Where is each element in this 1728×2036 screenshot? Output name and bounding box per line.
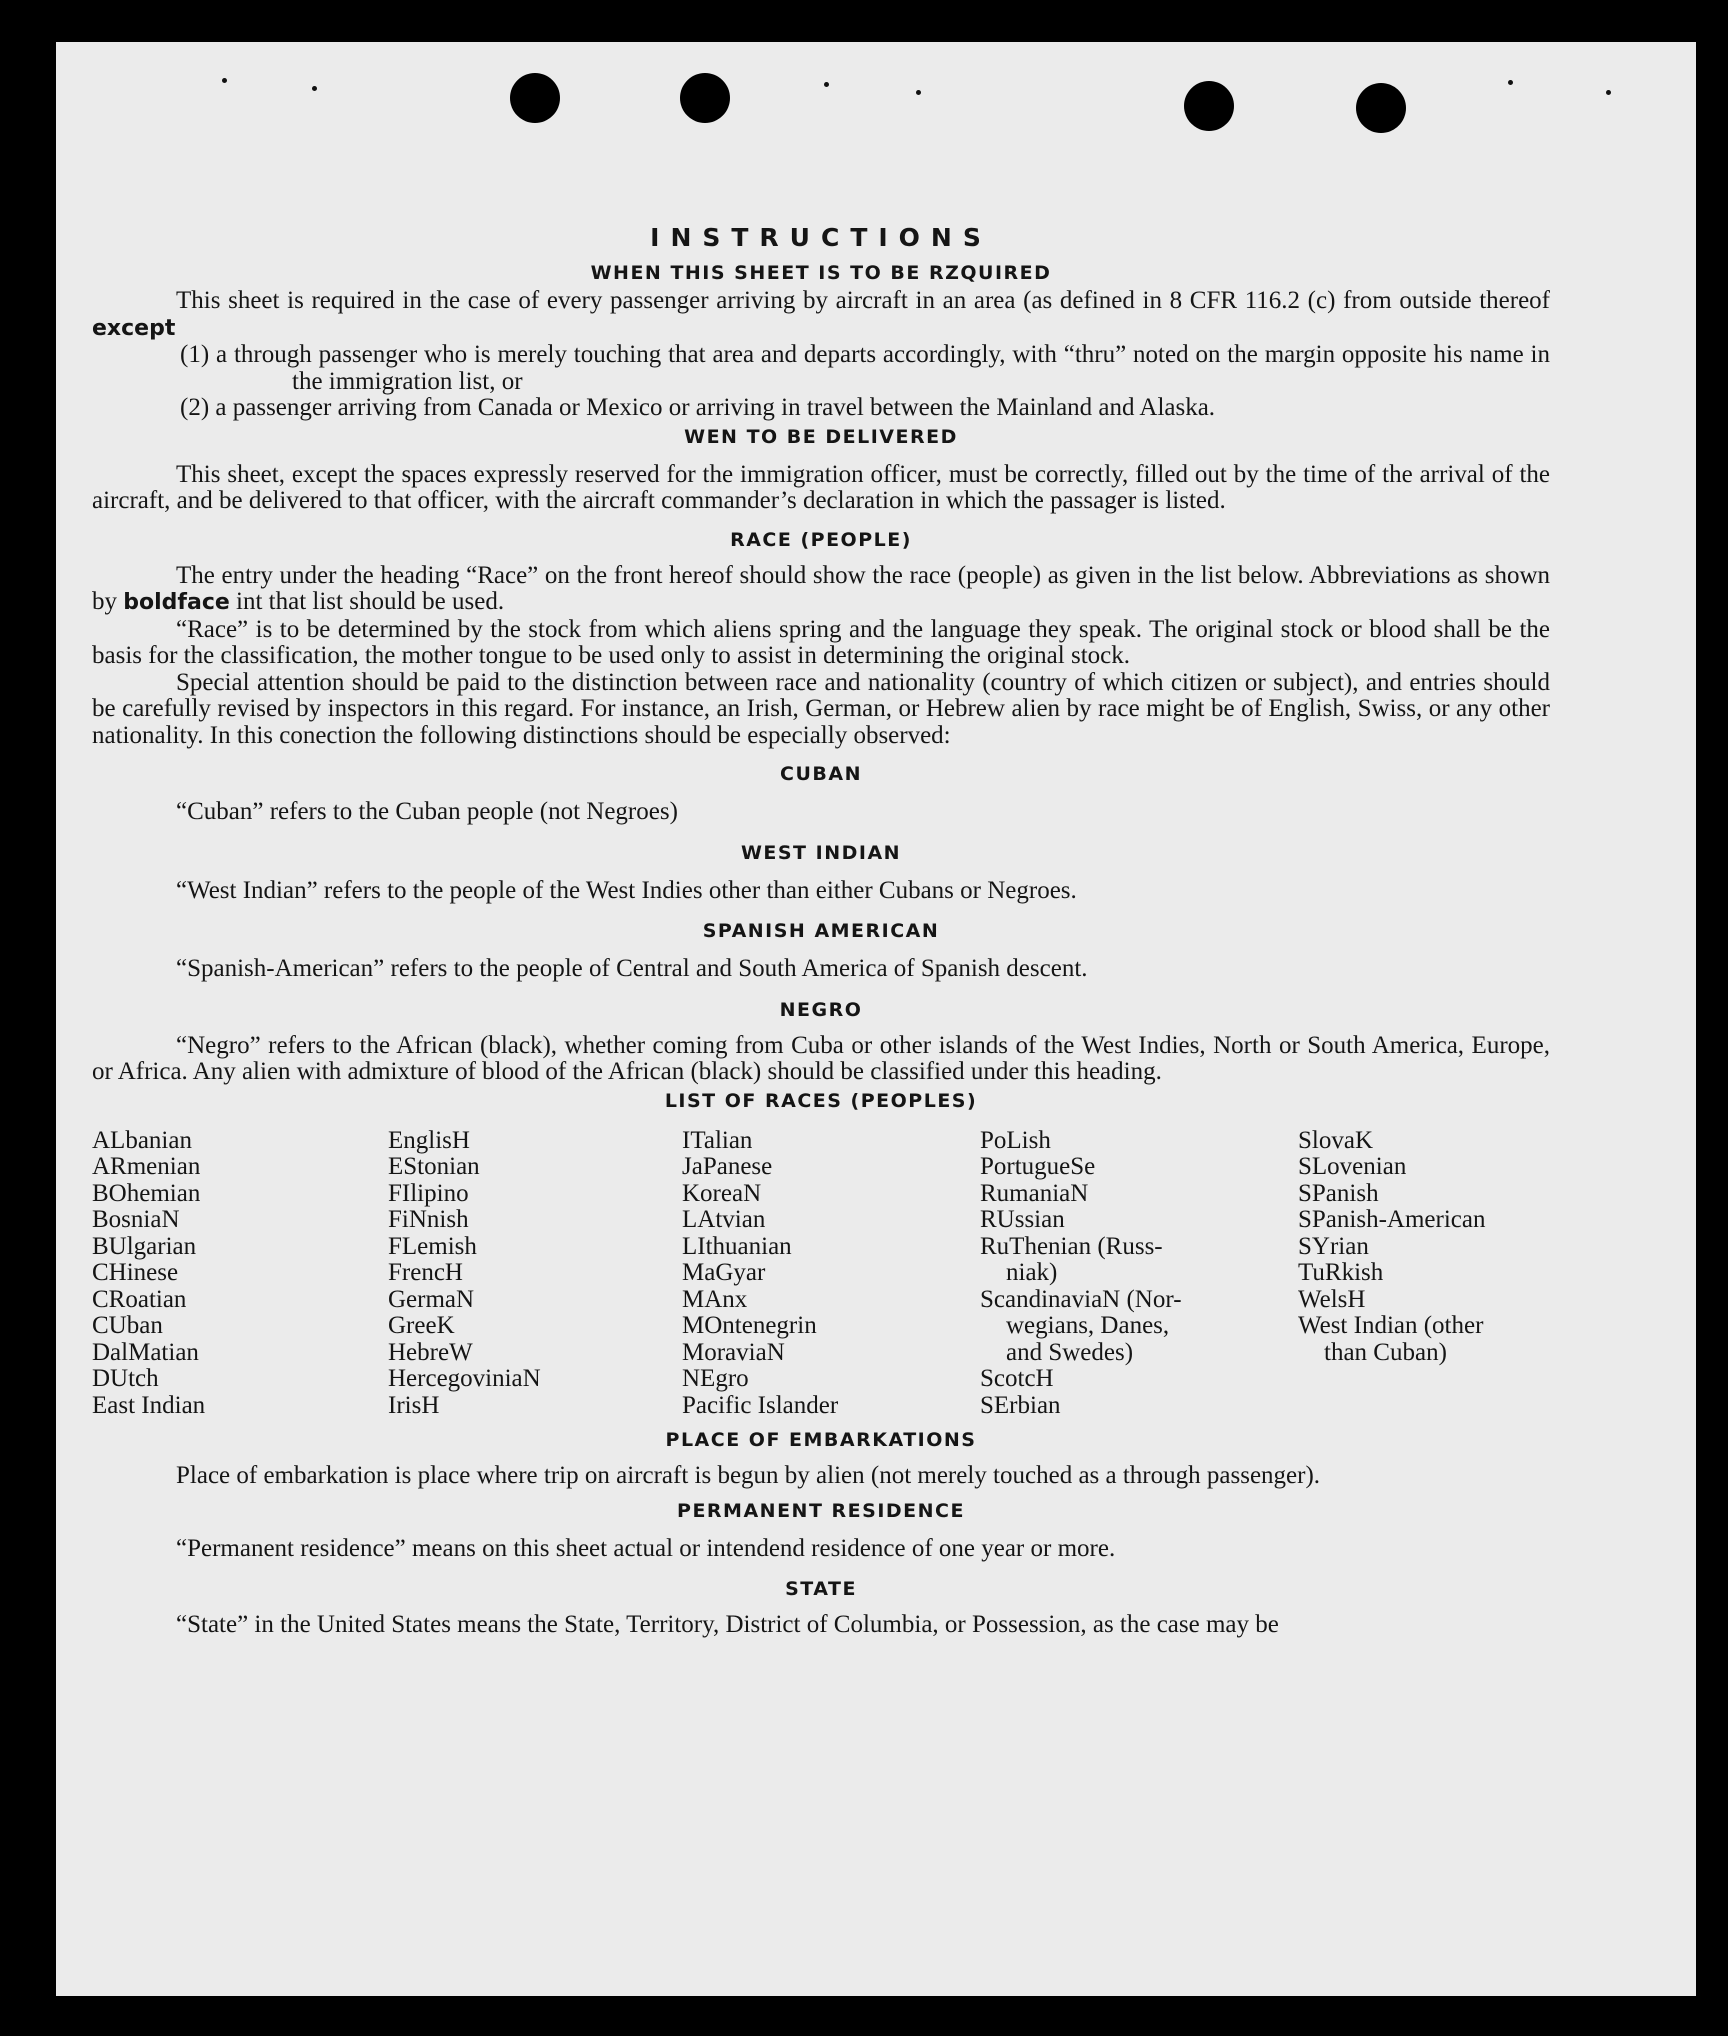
list-item: MoraviaN <box>682 1338 785 1366</box>
list-item: EStonian <box>388 1153 480 1180</box>
list-item: PoLish <box>980 1126 1051 1154</box>
list-item: FLemish <box>388 1232 477 1260</box>
list-item: MOntenegrin <box>682 1312 817 1339</box>
punch-hole <box>1184 81 1234 131</box>
list-item: niak) <box>1006 1259 1058 1286</box>
west-indian-text: “West Indian” refers to the people of the West Indies other than either Cubans or Negroes. <box>176 876 1077 904</box>
list-item: LIthuanian <box>682 1232 792 1260</box>
list-item: ScandinaviaN (Nor- <box>980 1285 1182 1313</box>
speck <box>222 78 227 83</box>
list-item: RumaniaN <box>980 1179 1089 1207</box>
race-column-2 <box>388 1128 682 1420</box>
list-item: ARmenian <box>92 1153 201 1180</box>
race-paragraph-3: Special attention should be paid to the distinction between race and nationality (country of which citizen or subject), and entries should be carefully revised by inspectors in this regard. For instance, an Irish, German, or Hebrew alien by race might be of English, Swiss, or any other nationality. In this conection the following distinctions should be especially observed: <box>92 668 1550 749</box>
list-item: SErbian <box>980 1391 1061 1419</box>
document-page <box>56 42 1696 1996</box>
cuban-text: “Cuban” refers to the Cuban people (not Negroes) <box>176 798 678 825</box>
race-paragraph-2: “Race” is to be determined by the stock from which aliens spring and the language they speak. The original stock or blood shall be the basis for the classification, the mother tongue to be used only to assist in determining the original stock. <box>92 615 1550 669</box>
list-item: PortugueSe <box>980 1153 1096 1180</box>
heading-permanent-residence: PERMANENT RESIDENCE <box>677 1499 965 1522</box>
heading-cuban: CUBAN <box>780 763 862 785</box>
boldface-bold: boldface <box>123 590 230 615</box>
list-item: RUssian <box>980 1206 1065 1233</box>
delivered-text: This sheet, except the spaces expressly reserved for the immigration officer, must be correctly, filled out by the time of the arrival of the aircraft, and be delivered to that officer, with the aircraft commander’s declaration in which the passager is listed. <box>92 460 1550 514</box>
list-item: FrencH <box>388 1259 463 1286</box>
speck <box>1606 90 1611 95</box>
heading-negro: NEGRO <box>779 998 863 1021</box>
list-item: HercegoviniaN <box>388 1365 541 1392</box>
race-paragraph-1: The entry under the heading “Race” on the front hereof should show the race (people) as given in the list below. Abbreviations as shown by boldface int that list should be used. <box>92 561 1550 615</box>
list-item: SLovenian <box>1298 1153 1407 1180</box>
heading-spanish-american: SPANISH AMERICAN <box>702 920 940 942</box>
embarkation-text: Place of embarkation is place where trip on aircraft is begun by alien (not merely touched as a through passenger). <box>176 1462 1321 1489</box>
speck <box>1508 80 1513 85</box>
punch-hole <box>1356 83 1406 133</box>
list-item: ScotcH <box>980 1365 1054 1392</box>
except-bold: except <box>92 315 176 341</box>
list-item: BUlgarian <box>92 1232 197 1260</box>
list-item: than Cuban) <box>1324 1338 1447 1366</box>
list-item: GreeK <box>388 1312 455 1339</box>
list-item: LAtvian <box>682 1206 766 1233</box>
punch-hole <box>510 73 560 123</box>
heading-west-indian: WEST INDIAN <box>740 841 902 864</box>
list-item: wegians, Danes, <box>1006 1312 1170 1339</box>
list-item: RuThenian (Russ- <box>980 1232 1163 1260</box>
list-item: DUtch <box>92 1365 159 1392</box>
race-column-1 <box>92 1128 388 1420</box>
required-intro: This sheet is required in the case of every passenger arriving by aircraft in an area (as defined in 8 CFR 116.2 (c) from outside thereof except <box>92 287 1550 341</box>
list-item: SPanish <box>1298 1179 1379 1207</box>
heading-required: WHEN THIS SHEET IS TO BE RZQUIRED <box>590 262 1052 284</box>
list-item: EnglisH <box>388 1126 470 1154</box>
list-item: GermaN <box>388 1285 475 1313</box>
list-item: KoreaN <box>682 1179 762 1207</box>
heading-race-list: LIST OF RACES (PEOPLES) <box>664 1089 978 1112</box>
list-item: SlovaK <box>1298 1126 1373 1154</box>
list-item: JaPanese <box>682 1153 773 1180</box>
required-item-2: (2) a passenger arriving from Canada or Mexico or arriving in travel between the Mainland and Alaska. <box>180 394 1216 421</box>
speck <box>824 82 829 87</box>
list-item: BosniaN <box>92 1206 180 1233</box>
list-item: SPanish-American <box>1298 1206 1486 1233</box>
list-item: FIlipino <box>388 1179 469 1207</box>
list-item: CHinese <box>92 1259 179 1286</box>
list-item: FiNnish <box>388 1206 469 1233</box>
list-item: HebreW <box>388 1338 473 1366</box>
punch-hole <box>680 73 730 123</box>
race-column-3 <box>682 1128 980 1420</box>
list-item: ALbanian <box>92 1126 192 1154</box>
list-item: Pacific Islander <box>682 1391 839 1419</box>
page-title: INSTRUCTIONS <box>650 223 992 252</box>
list-item: CRoatian <box>92 1285 187 1313</box>
list-item: SYrian <box>1298 1232 1369 1260</box>
state-text: “State” in the United States means the State, Territory, District of Columbia, or Possession, as the case may be <box>176 1611 1279 1638</box>
list-item: TuRkish <box>1298 1259 1384 1286</box>
list-item: CUban <box>92 1312 163 1339</box>
required-item-1: (1) a through passenger who is merely touching that area and departs accordingly, with “thru” noted on the margin opposite his name in the immigration list, or <box>180 341 1550 395</box>
speck <box>916 90 921 95</box>
heading-state: STATE <box>785 1578 857 1600</box>
list-item: NEgro <box>682 1365 749 1392</box>
speck <box>312 86 317 91</box>
permanent-residence-text: “Permanent residence” means on this sheet actual or intendend residence of one year or more. <box>176 1534 1116 1562</box>
race-list <box>92 1128 1550 1420</box>
heading-delivered: WEN TO BE DELIVERED <box>684 425 958 448</box>
list-item: West Indian (other <box>1298 1312 1484 1339</box>
heading-embarkation: PLACE OF EMBARKATIONS <box>665 1429 977 1451</box>
race-column-5 <box>1298 1128 1550 1420</box>
list-item: ITalian <box>682 1126 753 1154</box>
instructions-content <box>92 182 1550 1639</box>
list-item: MAnx <box>682 1285 748 1313</box>
negro-text: “Negro” refers to the African (black), whether coming from Cuba or other islands of the West Indies, North or South America, Europe, or Africa. Any alien with admixture of blood of the African (black) should be classified under this heading. <box>92 1031 1550 1085</box>
spanish-american-text: “Spanish-American” refers to the people of Central and South America of Spanish descent. <box>176 955 1088 982</box>
heading-race: RACE (PEOPLE) <box>730 528 912 551</box>
list-item: MaGyar <box>682 1259 766 1286</box>
list-item: and Swedes) <box>1006 1338 1134 1366</box>
list-item: IrisH <box>388 1391 440 1419</box>
list-item: East Indian <box>92 1391 206 1419</box>
list-item: BOhemian <box>92 1179 201 1207</box>
list-item: DalMatian <box>92 1338 199 1366</box>
list-item: WelsH <box>1298 1285 1366 1313</box>
race-column-4 <box>980 1128 1298 1420</box>
